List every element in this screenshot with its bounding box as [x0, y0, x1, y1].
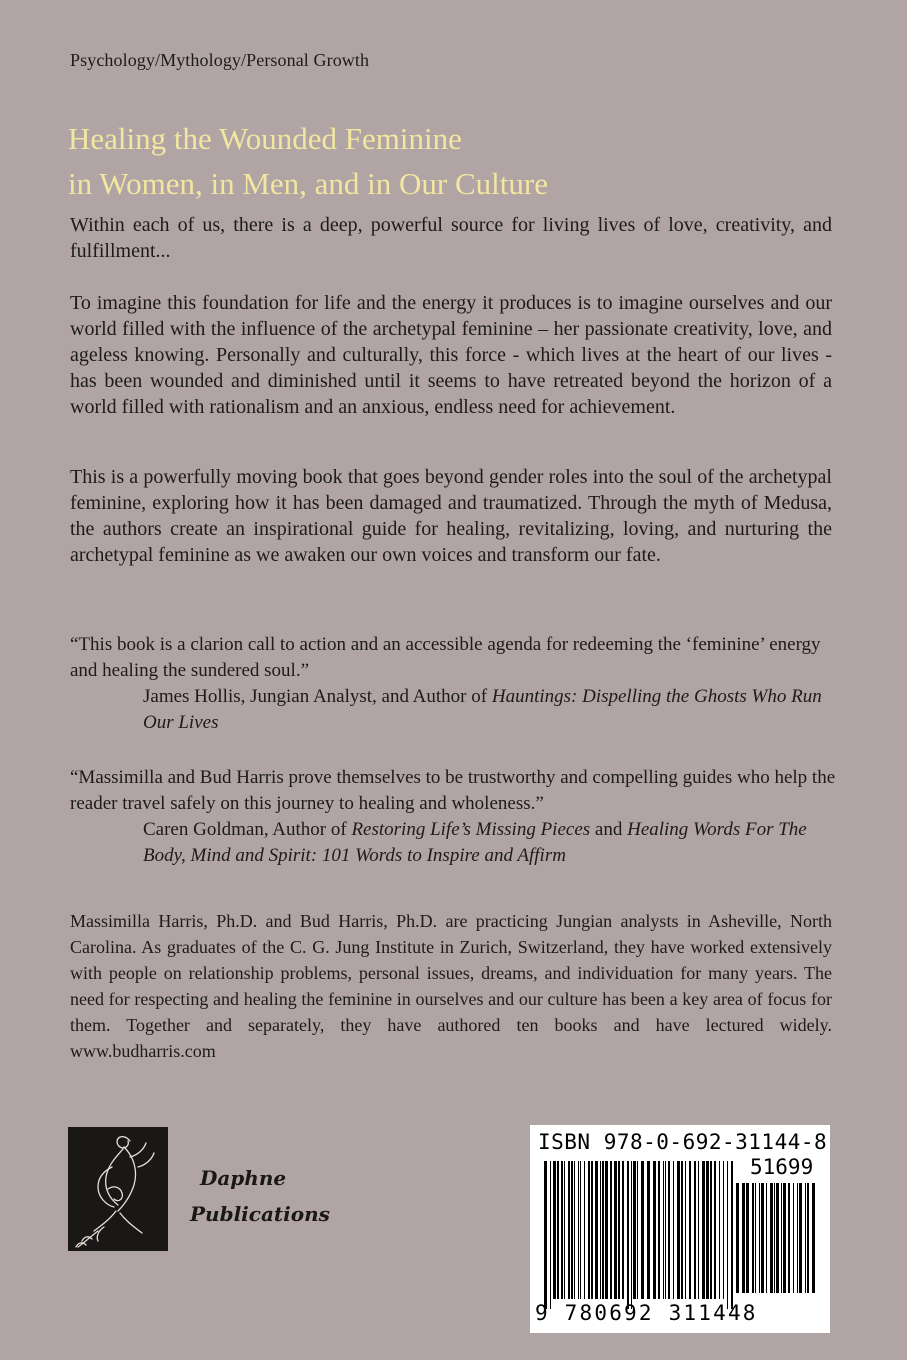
endorsement-quote-2 [70, 765, 850, 869]
barcode-bar [799, 1183, 802, 1293]
category-line: Psychology/Mythology/Personal Growth [70, 50, 370, 70]
barcode-bar [658, 1161, 660, 1299]
barcode-bar [698, 1161, 699, 1299]
barcode-bar [781, 1183, 782, 1293]
barcode-bar [766, 1183, 767, 1293]
barcode-bar [731, 1161, 733, 1309]
barcode-bar [677, 1161, 680, 1299]
barcode-bar [550, 1161, 551, 1309]
barcode-bar [574, 1161, 575, 1299]
barcode-bar [673, 1161, 674, 1299]
headline [68, 116, 848, 206]
barcode-bar [770, 1183, 773, 1293]
barcode-bar [681, 1161, 683, 1299]
barcode-bar [627, 1161, 629, 1309]
price-barcode-bars [736, 1183, 816, 1303]
quote-text: “Massimilla and Bud Harris prove themselves to be trustworthy and compelling guides who help the reader travel safely on this journey to healing and wholeness.” [70, 767, 836, 814]
barcode-bar [602, 1161, 604, 1299]
barcode-bar [571, 1161, 573, 1299]
summary-paragraph: This is a powerfully moving book that goes beyond gender roles into the soul of the archetypal feminine, exploring how it has been damaged and traumatized. Through the myth of Medusa, the authors create an inspirational guide for healing, revitalizing, loving, and nurturing the archetypal feminine as we awaken our own voices and transform our fate. [70, 466, 832, 566]
barcode-bar [742, 1183, 745, 1293]
barcode-digits: 9 780692 311448 [535, 1301, 758, 1325]
barcode-bar [759, 1183, 760, 1293]
barcode-bar [685, 1161, 686, 1299]
price-code-label: 51699 [750, 1155, 814, 1179]
barcode-bar [776, 1183, 779, 1293]
headline-line-1: Healing the Wounded Feminine [68, 121, 462, 156]
daphne-figure-icon [68, 1127, 168, 1251]
barcode-bar [663, 1161, 664, 1299]
barcode-bar [710, 1161, 712, 1299]
quote-text: “This book is a clarion call to action and an accessible agenda for redeeming the ‘feminine’ energy and healing the sundered soul.” [70, 634, 821, 681]
barcode-bar [557, 1161, 559, 1299]
barcode-bar [553, 1161, 556, 1299]
barcode-bar [788, 1183, 790, 1293]
barcode-bar [706, 1161, 709, 1299]
publisher-logo [68, 1127, 168, 1251]
barcode-bar [580, 1161, 581, 1299]
barcode-bar [783, 1183, 786, 1293]
isbn-label: ISBN 978-0-692-31144-8 [538, 1130, 828, 1154]
barcode-bar [668, 1161, 670, 1299]
barcode-bar [561, 1161, 563, 1299]
description-paragraph: To imagine this foundation for life and the energy it produces is to imagine ourselves and our world filled with the influence of the archetypal feminine – her passionate creativity, love, and ageless knowing. Personally and culturally, this force - which lives at the heart of our lives - has been wounded and diminished until it seems to have retreated beyond the horizon of a world filled with rationalism and an anxious, endless need for achievement. [70, 292, 832, 418]
barcode-bar [588, 1161, 590, 1299]
barcode-bar [564, 1161, 565, 1299]
barcode-bar [714, 1161, 716, 1299]
barcode-bar [774, 1183, 775, 1293]
barcode-bar [647, 1161, 650, 1299]
ean-barcode-bars [544, 1161, 734, 1309]
publisher-name-line-1: Daphne [200, 1166, 287, 1190]
barcode-bar [797, 1183, 798, 1293]
barcode-bar [591, 1161, 593, 1299]
headline-line-2: in Women, in Men, and in Our Culture [68, 166, 548, 201]
barcode-bar [793, 1183, 794, 1293]
barcode-bar [719, 1161, 720, 1299]
barcode-bar [631, 1161, 632, 1309]
author-bio: Massimilla Harris, Ph.D. and Bud Harris, Ph.D. are practicing Jungian analysts in Asheville, North Carolina. As graduates of the C. G. Jung Institute in Zurich, Switzerland, they have worked extensively with people on relationship problems, personal issues, dreams, and individuation for many years. The need for respecting and healing the feminine in ourselves and our culture has been a key area of focus for them. Together and separately, they have authored ten books and have lectured widely. www.budharris.com [70, 911, 832, 1061]
barcode-bar [761, 1183, 764, 1293]
barcode-bar [578, 1161, 579, 1299]
barcode-bar [633, 1161, 636, 1299]
barcode-bar [723, 1161, 724, 1299]
barcode-bar [689, 1161, 691, 1299]
barcode-bar [595, 1161, 598, 1299]
barcode-bar [694, 1161, 696, 1299]
barcode-bar [736, 1183, 739, 1293]
barcode-bar [641, 1161, 644, 1299]
barcode-bar [653, 1161, 656, 1299]
barcode-bar [622, 1161, 624, 1299]
barcode-bar [752, 1183, 754, 1293]
barcode-bar [746, 1183, 749, 1293]
intro-paragraph: Within each of us, there is a deep, powerful source for living lives of love, creativity, and fulfillment... [70, 214, 832, 262]
quote-attribution: Caren Goldman, Author of Restoring Life’s Missing Pieces and Healing Words For The Body, Mind and Spirit: 101 Words to Inspire and Affirm [143, 819, 807, 866]
barcode-bar [665, 1161, 666, 1299]
endorsement-quote-1 [70, 632, 850, 736]
publisher-name-line-2: Publications [190, 1202, 330, 1226]
barcode-bar [805, 1183, 806, 1293]
barcode-bar [618, 1161, 620, 1299]
barcode-bar [702, 1161, 705, 1299]
barcode-bar [637, 1161, 638, 1299]
barcode-bar [807, 1183, 809, 1293]
barcode-bar [584, 1161, 585, 1299]
barcode-bar [544, 1161, 547, 1309]
quote-attribution: James Hollis, Jungian Analyst, and Author of Hauntings: Dispelling the Ghosts Who Run Our Lives [143, 686, 822, 733]
barcode-bar [600, 1161, 601, 1299]
barcode-bar [727, 1161, 728, 1309]
publisher-name [190, 1160, 330, 1232]
barcode-bar [568, 1161, 570, 1299]
barcode-bar [610, 1161, 612, 1299]
isbn-barcode [530, 1125, 830, 1333]
barcode-bar [605, 1161, 608, 1299]
barcode-bar [614, 1161, 617, 1299]
barcode-bar [812, 1183, 815, 1293]
barcode-bar [755, 1183, 756, 1293]
